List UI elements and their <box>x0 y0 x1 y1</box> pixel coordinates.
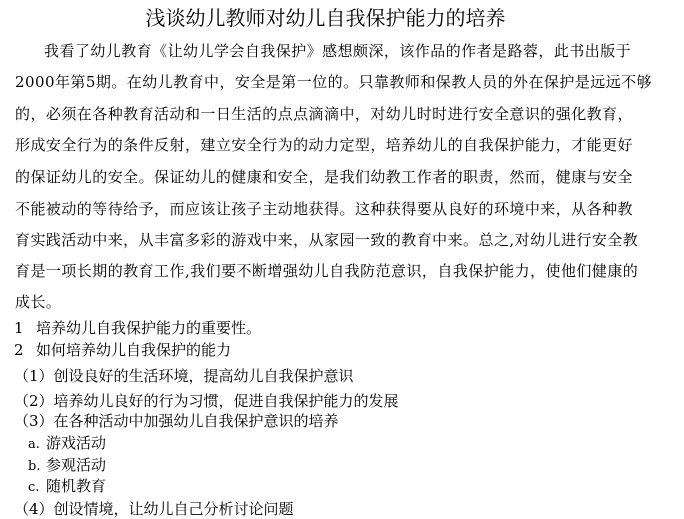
sub-sub-item-text: 参观活动 <box>46 456 107 474</box>
sub-sub-item-text: 游戏活动 <box>46 434 107 452</box>
body-line: 育实践活动中来，从丰富多彩的游戏中来，从家园一致的教育中来。总之,对幼儿进行安全教 <box>15 231 639 249</box>
document-title: 浅谈幼儿教师对幼儿自我保护能力的培养 <box>145 6 506 30</box>
body-line: 2000年第5期。在幼儿教育中，安全是第一位的。只靠教师和保教人员的外在保护是远远不够 <box>15 73 653 91</box>
sub-sub-item-text: 随机教育 <box>46 477 107 495</box>
body-line: 不能被动的等待给予，而应该让孩子主动地获得。这种获得要从良好的环境中来，从各种教 <box>15 200 634 218</box>
outline-text: 如何培养幼儿自我保护的能力 <box>36 341 232 359</box>
sub-item-text: 培养幼儿良好的行为习惯，促进自我保护能力的发展 <box>53 392 399 410</box>
sub-item-number: （2） <box>14 392 54 410</box>
outline-text: 培养幼儿自我保护能力的重要性。 <box>36 319 262 337</box>
sub-sub-item-letter: c. <box>28 480 40 495</box>
body-line: 成长。 <box>15 293 62 311</box>
sub-item-number: （3） <box>14 412 54 430</box>
sub-item-number: （1） <box>14 367 54 385</box>
sub-sub-item <box>28 476 106 498</box>
body-line: 我看了幼儿教育《让幼儿学会自我保护》感想颇深，该作品的作者是路蓉，此书出版于 <box>44 42 632 60</box>
sub-item-text: 在各种活动中加强幼儿自我保护意识的培养 <box>53 412 339 430</box>
body-line: 的，必须在各种教育活动和一日生活的点点滴滴中，对幼儿时时进行安全意识的强化教育， <box>15 105 634 123</box>
outline-item <box>14 340 231 360</box>
body-line: 形成安全行为的条件反射，建立安全行为的动力定型，培养幼儿的自我保护能力，才能更好 <box>15 136 634 154</box>
sub-sub-item-letter: a. <box>28 437 40 452</box>
sub-item-text: 创设良好的生活环境，提高幼儿自我保护意识 <box>53 367 354 385</box>
sub-sub-item <box>28 455 106 477</box>
sub-sub-item <box>28 433 106 455</box>
sub-item <box>14 391 399 411</box>
body-line: 育是一项长期的教育工作,我们要不断增强幼儿自我防范意识，自我保护能力，使他们健康的 <box>15 262 639 280</box>
outline-number: 1 <box>14 319 24 337</box>
outline-item <box>14 318 261 338</box>
outline-number: 2 <box>14 341 24 359</box>
sub-item <box>14 366 354 386</box>
body-line: 的保证幼儿的安全。保证幼儿的健康和安全，是我们幼教工作者的职责，然而，健康与安全 <box>15 168 634 186</box>
sub-sub-item-letter: b. <box>28 459 41 474</box>
sub-item-cutoff: （4）创设情境，让幼儿自己分析讨论问题 <box>14 500 294 518</box>
sub-item <box>14 411 339 431</box>
